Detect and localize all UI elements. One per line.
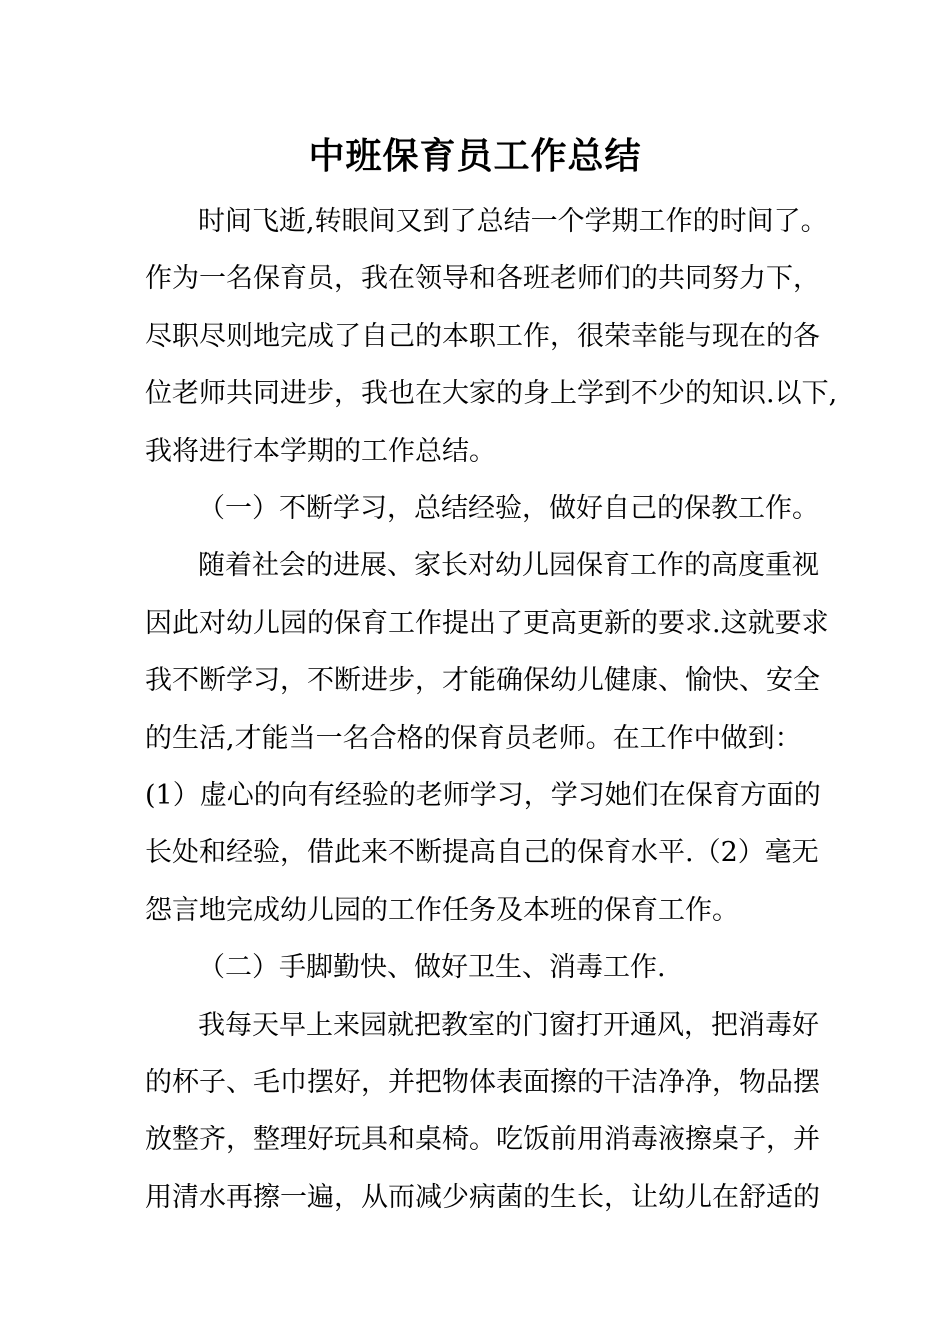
text-line: 的杯子、毛巾摆好，并把物体表面擦的干洁净净，物品摆: [145, 1067, 820, 1098]
text-line: 的生活,才能当一名合格的保育员老师。在工作中做到：: [145, 722, 802, 754]
text-line: 放整齐，整理好玩具和桌椅。吃饭前用消毒液擦桌子，并: [145, 1124, 820, 1156]
text-line: 随着社会的进展、家长对幼儿园保育工作的高度重视: [198, 550, 819, 582]
text-line: 尽职尽则地完成了自己的本职工作，很荣幸能与现在的各: [145, 320, 820, 352]
text-line: 位老师共同进步，我也在大家的身上学到不少的知识.以下,: [145, 378, 838, 410]
text-line: 长处和经验，借此来不断提高自己的保育水平.（2）毫无: [145, 837, 819, 869]
text-line: 作为一名保育员，我在领导和各班老师们的共同努力下，: [145, 263, 820, 295]
text-line: （一）不断学习，总结经验，做好自己的保教工作。: [198, 493, 819, 524]
text-line: （二）手脚勤快、做好卫生、消毒工作.: [198, 952, 666, 984]
text-line: 我将进行本学期的工作总结。: [145, 435, 496, 467]
text-line: 时间飞逝,转眼间又到了总结一个学期工作的时间了。: [198, 206, 828, 237]
text-line: 因此对幼儿园的保育工作提出了更高更新的要求.这就要求: [145, 607, 829, 639]
text-line: (1）虚心的向有经验的老师学习，学习她们在保育方面的: [145, 780, 821, 811]
text-line: 我每天早上来园就把教室的门窗打开通风，把消毒好: [198, 1009, 819, 1041]
text-line: 怨言地完成幼儿园的工作任务及本班的保育工作。: [145, 894, 739, 926]
document-title: 中班保育员工作总结: [308, 135, 642, 177]
text-line: 我不断学习，不断进步，才能确保幼儿健康、愉快、安全: [145, 665, 820, 697]
text-line: 用清水再擦一遍，从而减少病菌的生长，让幼儿在舒适的: [145, 1181, 820, 1213]
